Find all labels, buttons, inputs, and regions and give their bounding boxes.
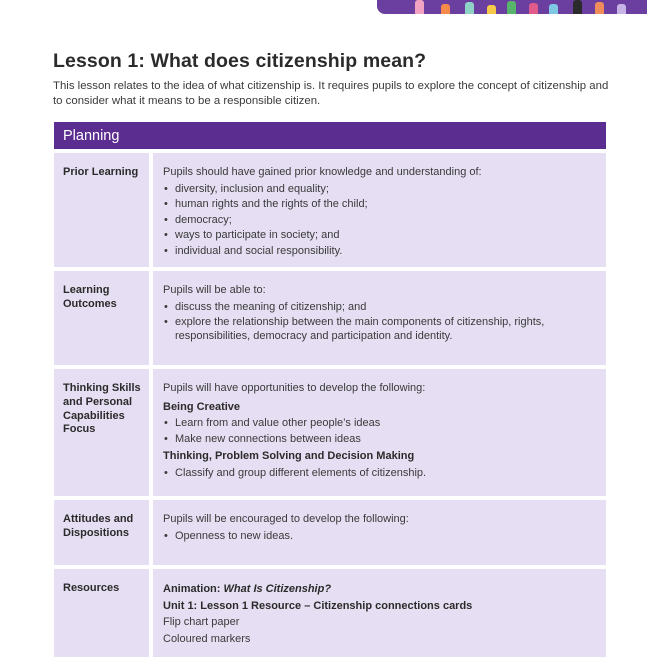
- list-item: • Learn from and value other people’s ideas: [163, 417, 596, 431]
- flip-chart-resource: Flip chart paper: [163, 616, 240, 628]
- list-item: • human rights and the rights of the child;: [163, 198, 596, 212]
- animation-resource: [163, 581, 596, 598]
- resources-row: [54, 569, 606, 657]
- banner-figure: [617, 4, 626, 14]
- unit-resource: Unit 1: Lesson 1 Resource – Citizenship connections cards: [163, 599, 473, 612]
- thinking-skills-row: [54, 369, 606, 496]
- resources-label: Resources: [54, 569, 149, 657]
- banner-figure: [529, 3, 538, 14]
- banner-figure: [415, 0, 424, 14]
- banner-figure: [549, 4, 558, 14]
- list-item: • Openness to new ideas.: [163, 530, 596, 544]
- banner-figure: [487, 5, 496, 14]
- banner-figure: [465, 2, 474, 14]
- being-creative-heading: Being Creative: [163, 400, 241, 413]
- header-banner-illustration: [377, 0, 647, 14]
- list-item: • democracy;: [163, 214, 596, 228]
- list-item: • Classify and group different elements of citizenship.: [163, 467, 596, 481]
- animation-prefix: Animation:: [163, 583, 224, 595]
- list-item: • explore the relationship between the main components of citizenship, rights, responsibilities, democracy and participation and identity.: [163, 316, 596, 343]
- prior-learning-intro: Pupils should have gained prior knowledge and understanding of:: [163, 166, 482, 178]
- thinking-skills-content: [153, 369, 606, 496]
- attitudes-content: [153, 500, 606, 565]
- thinking-skills-intro: Pupils will have opportunities to develop the following:: [163, 382, 426, 394]
- banner-figure: [507, 1, 516, 14]
- lesson-intro: This lesson relates to the idea of what citizenship is. It requires pupils to explore the concept of citizenship and to consider what it means to be a responsible citizen.: [53, 80, 609, 107]
- resources-content: [153, 569, 606, 657]
- planning-heading: Planning: [54, 122, 606, 149]
- attitudes-row: [54, 500, 606, 565]
- learning-outcomes-content: [153, 271, 606, 365]
- learning-outcomes-row: [54, 271, 606, 365]
- prior-learning-row: [54, 153, 606, 267]
- learning-outcomes-intro: Pupils will be able to:: [163, 284, 266, 296]
- banner-figure: [441, 4, 450, 14]
- lesson-title: Lesson 1: What does citizenship mean?: [53, 50, 427, 72]
- list-item: • individual and social responsibility.: [163, 245, 596, 259]
- prior-learning-list: [163, 183, 596, 259]
- list-item: • diversity, inclusion and equality;: [163, 183, 596, 197]
- attitudes-list: [163, 530, 596, 544]
- thinking-skills-label: Thinking Skills and Personal Capabilities Focus: [54, 369, 149, 496]
- learning-outcomes-label: Learning Outcomes: [54, 271, 149, 365]
- attitudes-intro: Pupils will be encouraged to develop the following:: [163, 513, 409, 525]
- list-item: • ways to participate in society; and: [163, 229, 596, 243]
- banner-figure: [595, 2, 604, 14]
- markers-resource: Coloured markers: [163, 632, 251, 645]
- animation-title: What Is Citizenship?: [223, 583, 332, 595]
- problem-solving-heading: Thinking, Problem Solving and Decision Making: [163, 450, 415, 463]
- prior-learning-label: Prior Learning: [54, 153, 149, 267]
- list-item: • Make new connections between ideas: [163, 433, 596, 447]
- banner-figure: [573, 0, 582, 14]
- learning-outcomes-list: [163, 301, 596, 344]
- list-item: • discuss the meaning of citizenship; and: [163, 301, 596, 315]
- being-creative-list: [163, 417, 596, 446]
- problem-solving-list: [163, 467, 596, 481]
- prior-learning-content: [153, 153, 606, 267]
- attitudes-label: Attitudes and Dispositions: [54, 500, 149, 565]
